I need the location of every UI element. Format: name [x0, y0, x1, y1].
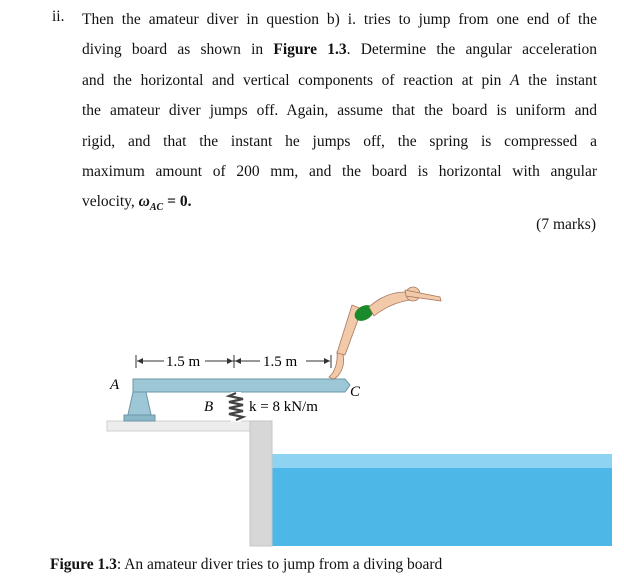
dim-right-label: 1.5 m [263, 354, 298, 370]
omega-value: = 0. [163, 193, 192, 211]
marks-label: (7 marks) [536, 216, 596, 233]
caption-label: Figure 1.3 [50, 556, 117, 573]
diver-torso [369, 292, 410, 316]
text-span: the instant [519, 71, 598, 89]
pin-a-reference: A [510, 71, 520, 89]
figure-caption [50, 556, 442, 574]
platform-wall [250, 421, 272, 546]
figure-reference: Figure 1.3 [273, 41, 347, 59]
dim-left-label: 1.5 m [166, 354, 201, 370]
water-surface [271, 454, 612, 468]
question-line-6: maximum amount of 200 mm, and the board is horizontal with angular [82, 163, 597, 181]
text-span: velocity, [82, 193, 139, 211]
support-base [124, 415, 155, 421]
omega-symbol: ω [138, 193, 150, 211]
question-line-1: Then the amateur diver in question b) i. tries to jump from one end of the [82, 11, 597, 28]
question-numeral: ii. [52, 8, 65, 25]
question-line-5: rigid, and that the instant he jumps off, the spring is compressed a [82, 132, 597, 150]
label-a: A [110, 377, 120, 393]
text-span: . Determine the angular acceleration [346, 41, 598, 59]
platform-top [107, 421, 272, 431]
text-span: diving board as shown in [82, 41, 264, 59]
question-line-4: the amateur diver jumps off. Again, assume that the board is uniform and [82, 102, 597, 120]
label-c: C [350, 384, 361, 400]
omega-subscript: AC [149, 202, 164, 214]
spring-label: k = 8 kN/m [249, 399, 318, 415]
caption-text: : An amateur diver tries to jump from a diving board [116, 556, 443, 573]
diver [329, 287, 441, 379]
label-b: B [204, 399, 214, 415]
diving-board [133, 379, 350, 392]
text-span: and the horizontal and vertical components of reaction at pin [82, 71, 502, 89]
